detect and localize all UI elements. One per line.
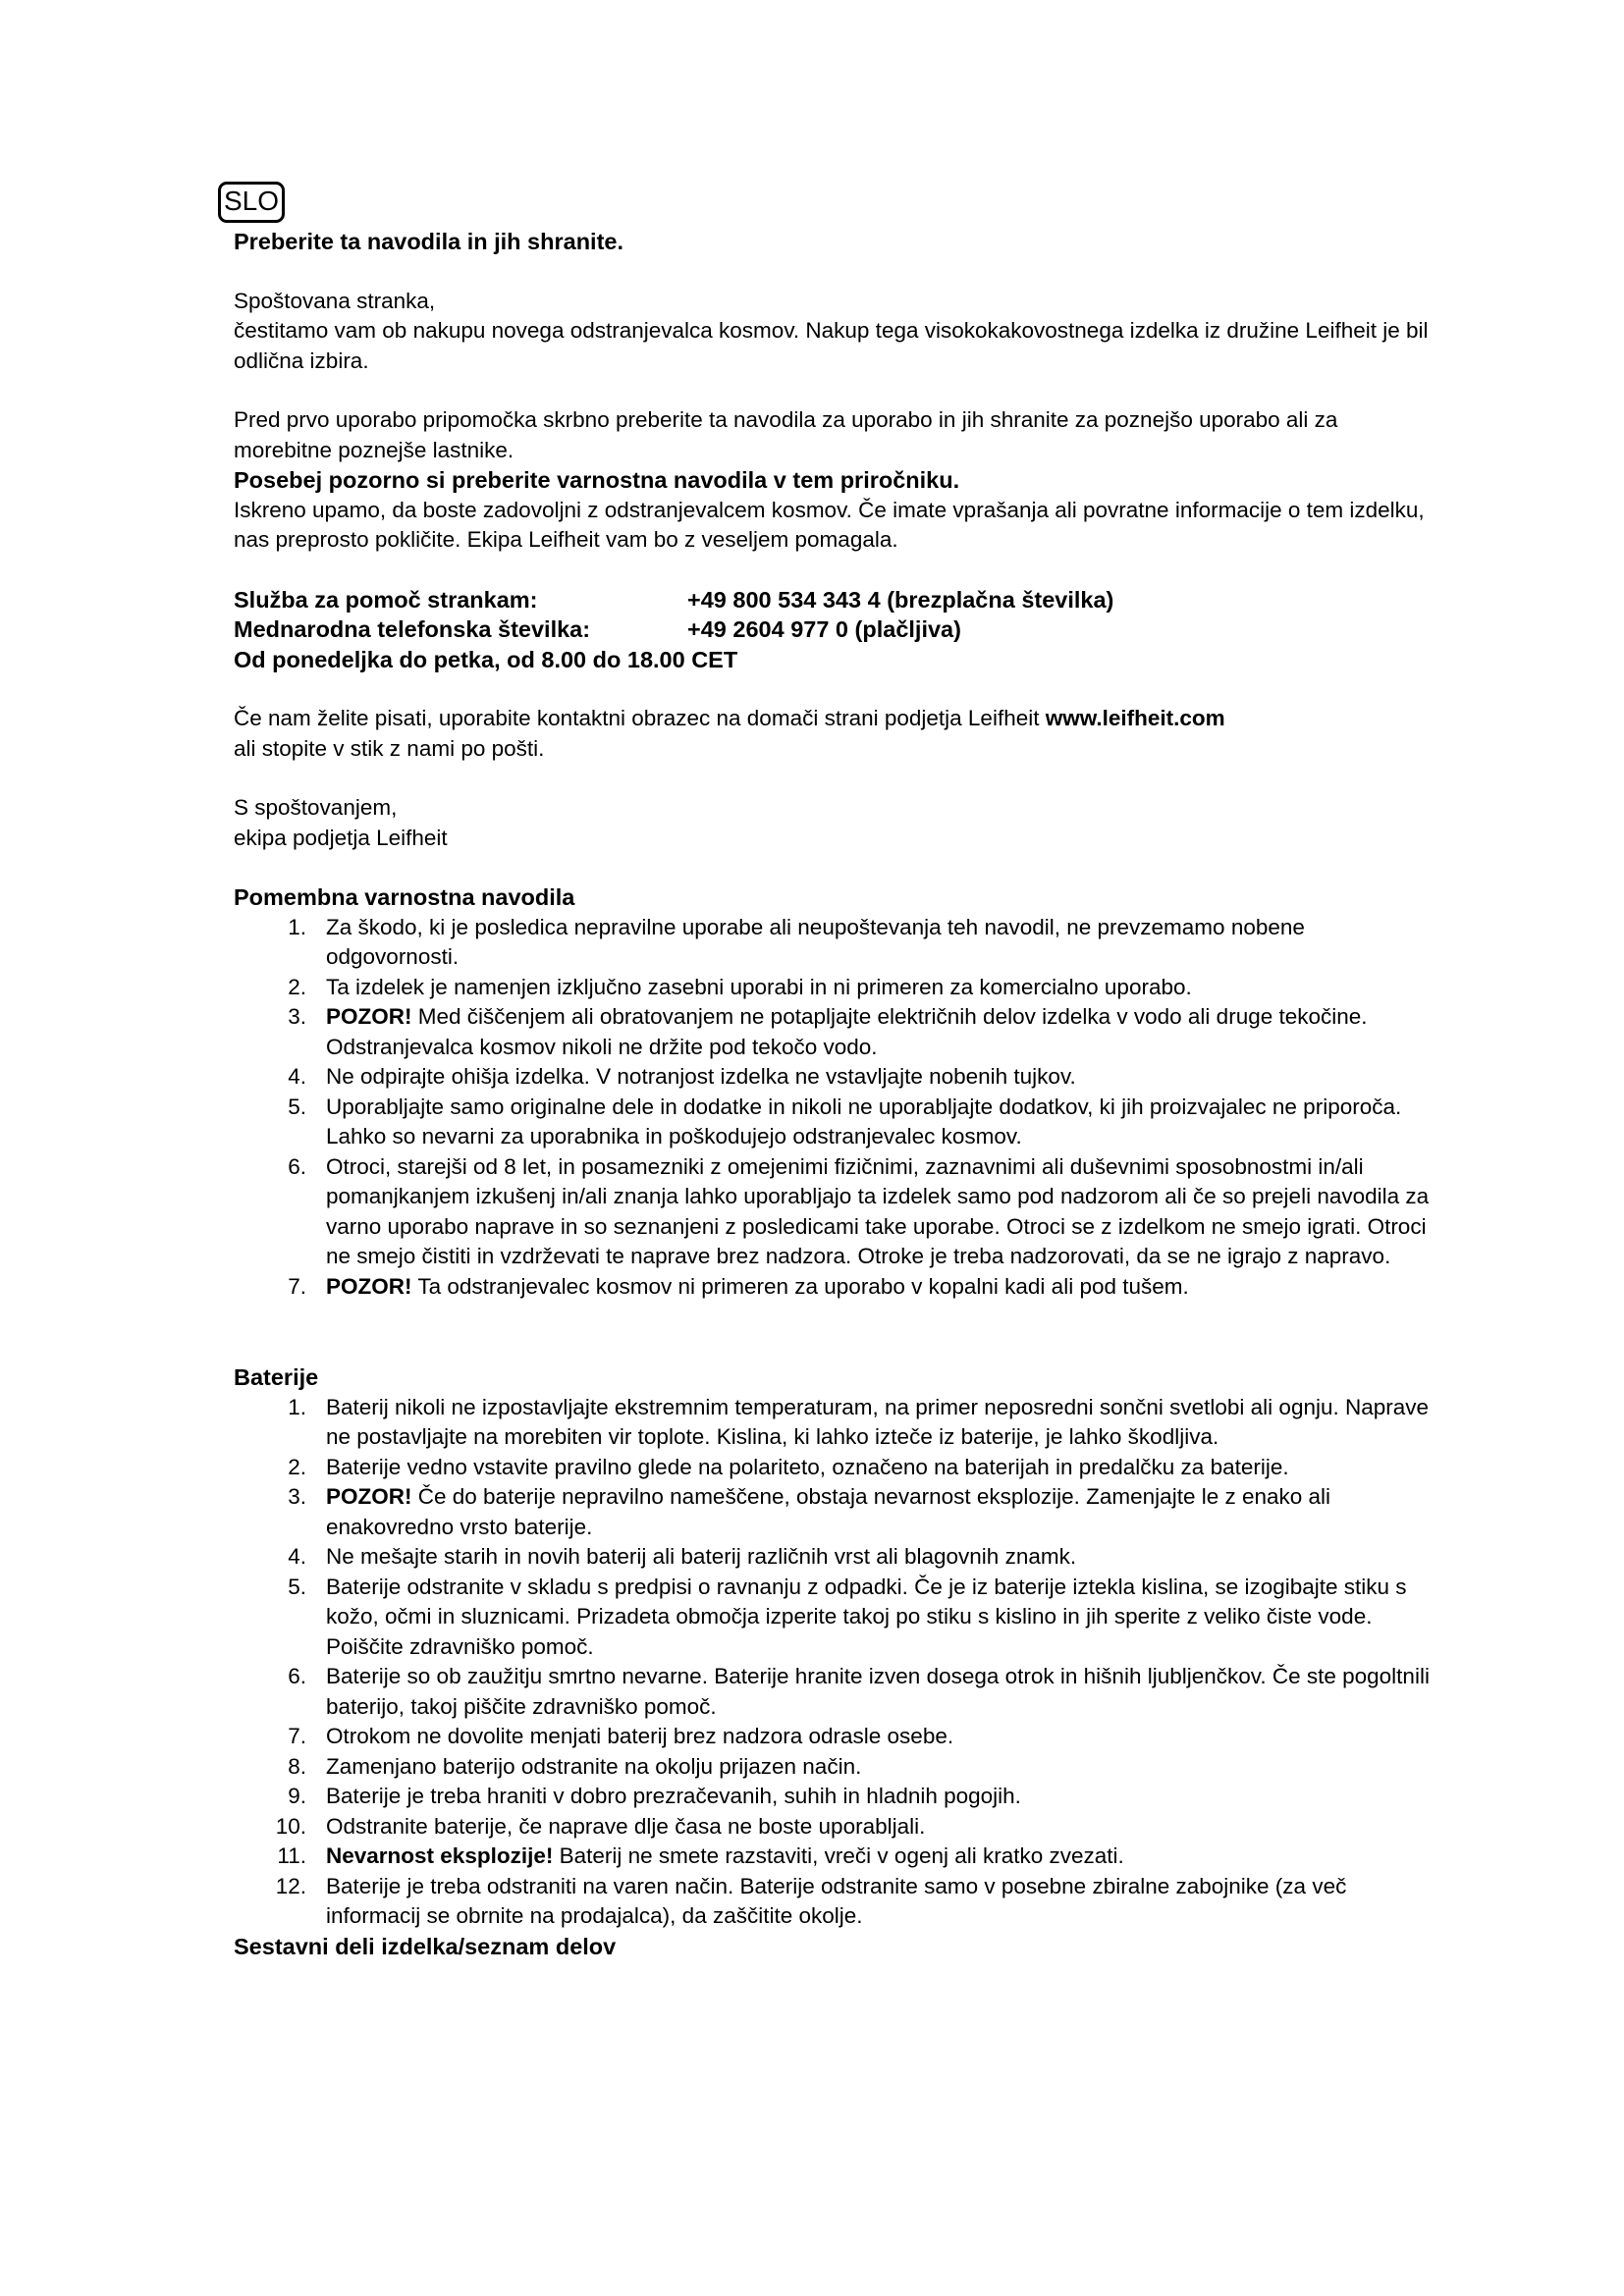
list-item-number: 8. bbox=[288, 1753, 306, 1779]
list-item bbox=[234, 1272, 1432, 1303]
list-item-text bbox=[326, 1393, 1432, 1453]
greeting: Spoštovana stranka, bbox=[234, 288, 436, 313]
list-item-body: Baterije vedno vstavite pravilno glede na polariteto, označeno na baterijah in predalčku za baterije. bbox=[326, 1454, 1289, 1479]
list-item-text bbox=[326, 1062, 1432, 1093]
list-item-number: 6. bbox=[288, 1153, 306, 1179]
list-item-number: 3. bbox=[288, 1484, 306, 1509]
list-item bbox=[234, 1393, 1432, 1453]
list-item-text bbox=[326, 1872, 1432, 1932]
list-item-number: 3. bbox=[288, 1004, 306, 1029]
list-item bbox=[234, 1782, 1432, 1812]
list-item-body: Odstranite baterije, če naprave dlje časa ne boste uporabljali. bbox=[326, 1813, 926, 1839]
intl-label: Mednarodna telefonska številka: bbox=[234, 616, 591, 642]
list-item bbox=[234, 1152, 1432, 1272]
list-item-text bbox=[326, 1453, 1432, 1483]
list-item bbox=[234, 973, 1432, 1003]
list-item bbox=[234, 1482, 1432, 1542]
list-item-text bbox=[326, 1752, 1432, 1783]
list-item-text bbox=[326, 1722, 1432, 1752]
service-label: Služba za pomoč strankam: bbox=[234, 586, 538, 613]
list-item-text bbox=[326, 1093, 1432, 1152]
list-item-number: 7. bbox=[288, 1273, 306, 1299]
list-item-body: Če do baterije nepravilno nameščene, obstaja nevarnost eksplozije. Zamenjajte le z enako ali enakovredno vrsto baterije. bbox=[326, 1484, 1331, 1539]
list-item-text bbox=[326, 1272, 1432, 1303]
list-item bbox=[234, 1662, 1432, 1722]
list-item-number: 10. bbox=[275, 1813, 306, 1839]
list-item-text bbox=[326, 1812, 1432, 1842]
list-item-text bbox=[326, 1782, 1432, 1812]
safety-heading: Pomembna varnostna navodila bbox=[234, 884, 575, 910]
list-item-body: Baterije je treba hraniti v dobro prezračevanih, suhih in hladnih pogojih. bbox=[326, 1784, 1021, 1808]
list-item-text bbox=[326, 1662, 1432, 1722]
document-page bbox=[224, 182, 1432, 1961]
list-item-body: Ta odstranjevalec kosmov ni primeren za uporabo v kopalni kadi ali pod tušem. bbox=[411, 1273, 1189, 1299]
title: Preberite ta navodila in jih shranite. bbox=[234, 229, 623, 254]
list-item-body: Ta izdelek je namenjen izključno zasebni uporabi in ni primeren za komercialno uporabo. bbox=[326, 974, 1192, 999]
list-item-body: Baterije so ob zaužitju smrtno nevarne. Baterije hranite izven dosega otrok in hišnih ljubljenčkov. Če ste pogoltnili baterijo, takoj piščite zdravniško pomoč. bbox=[326, 1664, 1430, 1719]
list-item-text bbox=[326, 1482, 1432, 1542]
list-item-body: Ne mešajte starih in novih baterij ali baterij različnih vrst ali blagovnih znamk. bbox=[326, 1544, 1077, 1569]
list-item-body: Za škodo, ki je posledica nepravilne uporabe ali neupoštevanja teh navodil, ne prevzemamo nobene odgovornosti. bbox=[326, 914, 1305, 969]
list-item bbox=[234, 1842, 1432, 1872]
list-item bbox=[234, 1722, 1432, 1752]
list-item-warning: POZOR! bbox=[326, 1484, 412, 1509]
list-item-body: Baterij ne smete razstaviti, vreči v ogenj ali kratko zvezati. bbox=[553, 1843, 1124, 1868]
safety-list bbox=[234, 913, 1432, 1303]
list-item-body: Baterije odstranite v skladu s predpisi o ravnanju z odpadki. Če je iz baterije iztekla kislina, se izogibajte stiku s kožo, očmi in sluznicami. Prizadeta območja izperite takoj po stiku s kislino in jih sperite z veliko čiste vode. Poiščite zdravniško pomoč. bbox=[326, 1574, 1407, 1659]
list-item-number: 5. bbox=[288, 1574, 306, 1599]
list-item-number: 4. bbox=[288, 1544, 306, 1569]
list-item-text bbox=[326, 1152, 1432, 1272]
list-item-body: Otroci, starejši od 8 let, in posamezniki z omejenimi fizičnimi, zaznavnimi ali duševnimi sposobnostmi in/ali pomanjkanjem izkušenj in/ali znanja lahko uporabljajo ta izdelek samo pod nadzorom ali če so prejeli navodila za varno uporabo naprave in so seznanjeni z posledicami take uporabe. Otroci se z izdelkom ne smejo igrati. Otroci ne smejo čistiti in vzdrževati te naprave brez nadzora. Otroke je treba nadzorovati, da se ne igrajo z napravo. bbox=[326, 1153, 1430, 1268]
list-item-number: 9. bbox=[288, 1784, 306, 1808]
list-item-number: 11. bbox=[277, 1843, 306, 1868]
list-item-text bbox=[326, 913, 1432, 973]
list-item-text bbox=[326, 973, 1432, 1003]
list-item-number: 5. bbox=[288, 1094, 306, 1119]
list-item bbox=[234, 913, 1432, 973]
language-badge: SLO bbox=[234, 182, 1432, 223]
list-item bbox=[234, 1542, 1432, 1573]
list-item-number: 1. bbox=[288, 914, 306, 939]
feedback-paragraph: Iskreno upamo, da boste zadovoljni z odstranjevalcem kosmov. Če imate vprašanja ali povratne informacije o tem izdelku, nas preprosto pokličite. Ekipa Leifheit vam bo z veseljem pomagala. bbox=[234, 497, 1425, 552]
list-item-text bbox=[326, 1842, 1432, 1872]
intl-phone: +49 2604 977 0 (plačljiva) bbox=[687, 616, 961, 642]
list-item-number: 2. bbox=[288, 1454, 306, 1479]
list-item-body: Ne odpirajte ohišja izdelka. V notranjost izdelka ne vstavljajte nobenih tujkov. bbox=[326, 1064, 1076, 1089]
list-item bbox=[234, 1812, 1432, 1842]
list-item-body: Otrokom ne dovolite menjati baterij brez nadzora odrasle osebe. bbox=[326, 1724, 954, 1748]
list-item bbox=[234, 1872, 1432, 1932]
intro-paragraph: čestitamo vam ob nakupu novega odstranjevalca kosmov. Nakup tega visokokakovostnega izdelka iz družine Leifheit je bil odlična izbira. bbox=[234, 318, 1429, 373]
list-item bbox=[234, 1453, 1432, 1483]
list-item bbox=[234, 1093, 1432, 1152]
instructions-paragraph: Pred prvo uporabo pripomočka skrbno preberite ta navodila za uporabo in jih shranite za poznejšo uporabo ali za morebitne poznejše lastnike. bbox=[234, 407, 1338, 462]
parts-heading: Sestavni deli izdelka/seznam delov bbox=[234, 1933, 617, 1959]
list-item-number: 4. bbox=[288, 1064, 306, 1089]
list-item-number: 6. bbox=[288, 1664, 306, 1688]
list-item-warning: POZOR! bbox=[326, 1004, 412, 1029]
list-item-text bbox=[326, 1542, 1432, 1573]
list-item-warning: Nevarnost eksplozije! bbox=[326, 1843, 554, 1868]
batteries-heading: Baterije bbox=[234, 1364, 319, 1390]
list-item-body: Baterije je treba odstraniti na varen način. Baterije odstranite samo v posebne zbiralne zabojnike (za več informacij se obrnite na prodajalca), da zaščitite okolje. bbox=[326, 1873, 1347, 1928]
list-item-body: Med čiščenjem ali obratovanjem ne potapljajte električnih delov izdelka v vodo ali druge tekočine. Odstranjevalca kosmov nikoli ne držite pod tekočo vodo. bbox=[326, 1004, 1368, 1059]
closing-signature: ekipa podjetja Leifheit bbox=[234, 825, 448, 850]
safety-emphasis: Posebej pozorno si preberite varnostna navodila v tem priročniku. bbox=[234, 467, 960, 493]
list-item-warning: POZOR! bbox=[326, 1273, 412, 1299]
list-item bbox=[234, 1002, 1432, 1062]
list-item-body: Uporabljajte samo originalne dele in dodatke in nikoli ne uporabljajte dodatkov, ki jih proizvajalec ne priporoča. Lahko so nevarni za uporabnika in poškodujejo odstranjevalec kosmov. bbox=[326, 1094, 1402, 1148]
list-item bbox=[234, 1062, 1432, 1093]
list-item-number: 7. bbox=[288, 1724, 306, 1748]
write-paragraph-2: ali stopite v stik z nami po pošti. bbox=[234, 735, 545, 761]
battery-list bbox=[234, 1393, 1432, 1932]
list-item-text bbox=[326, 1002, 1432, 1062]
list-item-text bbox=[326, 1573, 1432, 1663]
list-item bbox=[234, 1573, 1432, 1663]
service-phone: +49 800 534 343 4 (brezplačna številka) bbox=[687, 586, 1114, 613]
website-link[interactable]: www.leifheit.com bbox=[1045, 706, 1225, 730]
list-item-body: Zamenjano baterijo odstranite na okolju prijazen način. bbox=[326, 1753, 862, 1779]
list-item-body: Baterij nikoli ne izpostavljajte ekstremnim temperaturam, na primer neposredni sončni svetlobi ali ognju. Naprave ne postavljajte na morebiten vir toplote. Kislina, ki lahko izteče iz baterije, je lahko škodljiva. bbox=[326, 1394, 1430, 1449]
list-item-number: 12. bbox=[275, 1873, 306, 1898]
office-hours: Od ponedeljka do petka, od 8.00 do 18.00 CET bbox=[234, 646, 738, 672]
list-item-number: 1. bbox=[288, 1394, 306, 1419]
write-paragraph: Če nam želite pisati, uporabite kontaktni obrazec na domači strani podjetja Leifheit www.leifheit.com bbox=[234, 706, 1225, 730]
list-item bbox=[234, 1752, 1432, 1783]
list-item-number: 2. bbox=[288, 974, 306, 999]
contact-block bbox=[234, 585, 1432, 645]
closing: S spoštovanjem, bbox=[234, 795, 398, 820]
